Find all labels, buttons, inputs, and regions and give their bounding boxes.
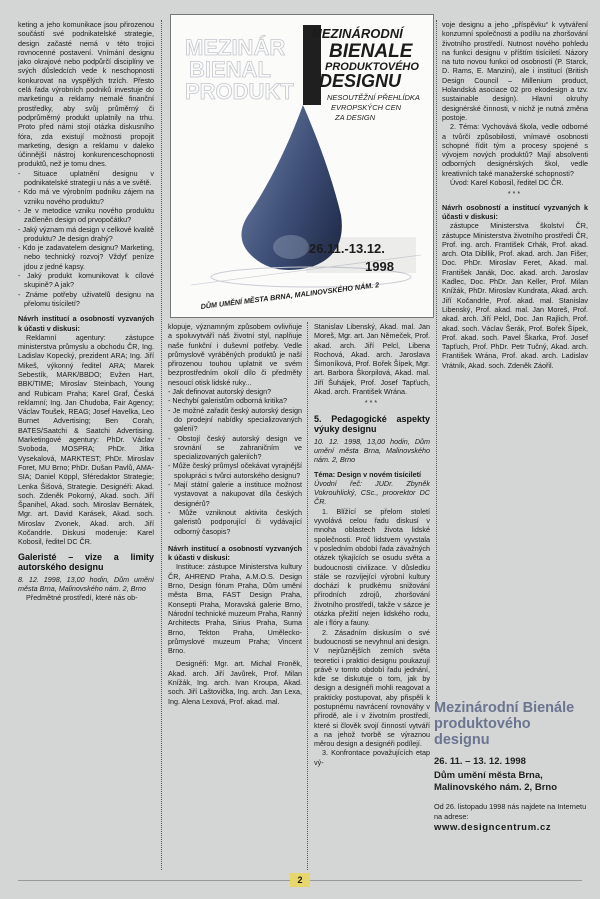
logo-venue: DŮM UMĚNÍ MĚSTA BRNA, MALINOVSKÉHO NÁM. 2 (200, 280, 380, 311)
logo-dates: 26.11.-13.12. (309, 241, 385, 256)
topic: Téma: Design v novém tisíciletí (314, 469, 422, 479)
logo-title-4: DESIGNU (319, 71, 402, 91)
paragraph: 2. Téma: Vychovává škola, vedle odborné a tvůrčí způsobilosti, vnímavé osobnosti schopné řídit tým a procesy spojené s vývojem nových produktů? Mají absolventi odborných designérských škol, vedle kreativních také manažerské schopnosti? (442, 122, 588, 178)
section-heading: Návrh osobností a institucí vyzvaných k účasti v diskusi: (442, 202, 588, 221)
column-divider (307, 322, 308, 870)
event-date: 8. 12. 1998, 13,00 hodin, Dům umění města Brna, Malinovského nám. 2, Brno (18, 574, 154, 593)
event-date: 10. 12. 1998, 13,00 hodin, Dům umění města Brna, Malinovského nám. 2, Brno (314, 436, 430, 465)
paragraph: keting a jeho komunikace jsou přirozenou součástí své podnikatelské strategie, design začasté nemá v této trojici rovnocenné postavení. Vnímání designu jako okrajové nebo podpůrčí disciplíny ve svých důsledcích vede k neschopnosti konkurovat na vyspělých trzích. Přesto celá řada výrobních podniků investuje do marketingu a reklamy nemalé finanční prostředky, aby svůj průměrný či podprůměrný produkt uplatnily na trhu. Proto před námi stojí otázka diskusního fóra, zda existují možnosti propojit marketing, design a reklamu v daleko účinnější nástroj konkurenceschopnosti produktů, než je tomu dnes. (18, 20, 154, 169)
web-address[interactable]: www.designcentrum.cz (434, 822, 552, 833)
section-heading: Návrh institucí a osobností vyzvaných k účasti v diskusi: (18, 314, 154, 333)
logo-year: 1998 (365, 259, 394, 274)
column-divider (436, 20, 437, 702)
paragraph: Úvod: Karel Kobosil, ředitel DC ČR. (450, 178, 564, 188)
list-item: - Obstojí český autorský design ve srovnání se zahraničním ve specializovaných galeriích? (168, 433, 302, 462)
paragraph: Designéři: Mgr. art. Michal Froněk, Akad. arch. Jiří Javůrek, Prof. Milan Knížák, Ing. arch. Ivan Kroupa, Akad. soch. Jiří Laštovička, Ing. arch. Jan Lexa, Ing. Alena Lexová, Prof. akad. mal. (168, 659, 302, 706)
list-item: - Je v metodice vzniku nového produktu začleněn design od prvopočátku? (18, 205, 154, 225)
event-dates: 26. 11. – 13. 12. 1998 (434, 756, 526, 767)
list-item: - Jaký produkt komunikovat k cílové skupině? A jak? (18, 271, 154, 290)
section-title: Galeristé – vize a limity autorského designu (18, 551, 154, 573)
list-item: - Je možné zařadit český autorský design do prodejní nabídky specializovaných galerií? (168, 405, 302, 434)
paragraph: zástupce Ministerstva školství ČR, zástupce Ministerstva životního prostředí ČR, Prof. ing. arch. František Crhák, Prof. akad. arch. Ota Dibllik, Prof. akad. arch. Jan Fišer, Doc. PhDr. Miroslav Feret, Akad. mal. František Janák, Doc. akad. arch. Jaroslav Kadlec, Doc. PhDr. Jan Keller, Prof. Milan Knížák, PhDr. Miroslav Kundrata, Akad. arch. Jiří Kočandrle, Prof. akad. mal. Stanislav Libenský, Prof. akad. mal. Jan Moreš, Prof. akad. arch. Jiří Pelcl, Doc. Jan Rajlich, Prof. akad. soch. Václav Šerák, Prof. Bořek Šípek, Prof. akad. soch. Pavel Škarka, Prof. Josef Tapťuch, Prof. PhDr. Petr Tučný, Akad. arch. František Wrána, Prof. akad. arch. Ladislav Vrátník, Akad. soch. Zdeněk Záořil. (442, 221, 588, 370)
biennale-logo-graphic (171, 15, 433, 317)
paragraph: 2. Zásadním diskusím o své budoucnosti se nevyhnul ani design. V nejrůznějších zemích světa teoretici i praktici designu poukazují právě v tomto období řadu jednání, kde se diskutuje o tom, jak by design a designéři mohli reagovat a prakticky postupovat, aby přispěli k postupnému navrácení rovnováhy v přírodě, ale i v životním prostředí, které si člověk svojí činností vytváří a na jehož tvorbě se výraznou měrou design a designéři podílejí. (314, 627, 430, 749)
event-title: Mezinárodní Bienále produktového designu (434, 700, 575, 748)
paragraph: klopuje, významným způsobem ovlivňuje a spoluvytváří náš životní styl, naplňuje naše funkční i duševní potřeby. Vedle průmyslově vyráběných produktů je naší přirozenou touhou uplatnit ve svém bezprostředním okolí dílo či předměty nesoucí otisk lidské ruky... (168, 322, 302, 387)
section-separator: *** (364, 400, 380, 408)
logo-title-3: PRODUKTOVÉHO (325, 61, 419, 73)
list-item: - Situace uplatnění designu v podnikatelské strategii u nás a ve světě. (18, 168, 154, 188)
logo-title-2: BIENALE (329, 41, 413, 62)
list-item: - Jak definovat autorský design? (168, 387, 272, 397)
list-item: - Může český průmysl očekávat vyrajnější spolupráci s tvůrci autorského designu? (168, 461, 302, 480)
list-item: - Známe potřeby uživatelů designu na přelomu tisíciletí? (18, 289, 154, 308)
column-2 (168, 322, 302, 870)
question-list (168, 387, 302, 536)
logo-subtitle-3: ZA DESIGN (335, 113, 376, 122)
paragraph: voje designu a jeho „příspěvku“ k vytváření konzumní společnosti a podílu na zhoršování životního prostředí. Nutnost nového pohledu na funkci designu v příštím tisíciletí. Názory na tuto novou funkci od osobností (P. Starck, D. Rams, E. Manzini), ale i institucí (British Design Council – Millenium product, Holandská asociace 02 pro ekodesign a tzv. sustainable design). Hlavní okruhy designérské činnosti, v nichž je nutná změna postoje. (442, 20, 588, 122)
intro-speaker: Úvodní řeč: JUDr. Zbyněk Vokrouhlický, CSc., proorektor DC ČR. (314, 478, 430, 507)
web-note: Od 26. listopadu 1998 nás najdete na Internetu na adrese: (434, 802, 587, 821)
column-1 (18, 20, 154, 870)
logo-title-1: MEZINÁRODNÍ (311, 26, 403, 41)
svg-text:MEZINÁR: MEZINÁR (185, 35, 286, 60)
section-separator: *** (507, 191, 523, 199)
paragraph: Instituce: zástupce Ministerstva kultury ČR, AHREND Praha, A.M.O.S. Design Brno, Design fórum Praha, Dům umění města Brna, FAST Design Praha, Konsepti Praha, Moravská galerie Brno, Národní technické muzeum Praha, Ranný Architects Praha, Sirius Praha, Suma Brno, Tekton Praha, Uměleckoprůmyslové muzeum Praha; Vincent Brno. (168, 562, 302, 656)
biennale-logo (170, 14, 434, 318)
event-venue: Dům umění města Brna, Malinovského nám. 2, Brno (434, 770, 557, 793)
paragraph: 1. Blížící se přelom století vyvolává celou řadu diskusí v mnoha oblastech života lidské společnosti. Proč lidstvem vyvstala v posledním období řada závažných otázek týkajících se osudu světa a budoucnosti civilizace. V důsledku stále se rozvíjející výrobní kultury dochází k prudkému snižování přírodních zdrojů, zhoršování životního prostředí, takže v sázce je otázka přežití nejen lidského rodu, ale i flóry a fauny. (314, 506, 430, 628)
event-info-box (434, 700, 589, 833)
svg-text:BIENAL: BIENAL (189, 57, 271, 82)
list-item: - Mají státní galerie a instituce možnost vystavovat a nakupovat díla českých designérů? (168, 480, 302, 508)
list-item: - Může vzniknout aktivita českých galeristů podporující či vydávající odborný časopis? (168, 507, 302, 536)
column-4 (442, 20, 588, 692)
logo-subtitle-2: EVROPSKÝCH CEN (331, 103, 402, 112)
question-list (18, 169, 154, 308)
list-item: - Kdo je zadavatelem designu? Marketing, nebo technický rozvoj? Vždyť peníze jdou z jedné kapsy. (18, 243, 154, 271)
paragraph: Stanislav Libenský, Akad. mal. Jan Moreš, Mgr. art. Jan Němeček, Prof. akad. arch. Jiří Pelcl, Libena Rochová, Akad. arch. Jaroslava Šimoníková, Prof. Bořek Šípek, Mgr. art. Barbora Škorpilová, Akad. mal. Jiří Šuhájek, Prof. Josef Tapťuch, Akad. arch. František Wrána. (314, 322, 430, 397)
list-item: - Jaký význam má design v celkové kvalitě produktu? Je design drahý? (18, 224, 154, 243)
paragraph: 3. Konfrontace považujících etap vý- (314, 748, 430, 767)
section-heading: Návrh institucí a osobností vyzvaných k účasti v diskusi: (168, 543, 302, 563)
section-title: 5. Pedagogické aspekty výuky designu (314, 413, 430, 435)
svg-text:PRODUKT: PRODUKT (185, 79, 294, 104)
paragraph: Reklamní agentury: zástupce ministerstva průmyslu a obchodu ČR, Ing. Ladislav Kopecký, prezident ARA; Ing. Jiří Mikeš, výkonný ředitel ARA; Marek Sebestík, MARK/BBDO; Evžen Hart, BBK/TIME; Miroslav Steinbach, Young and Rubicam Praha; Karel Graf, Česká reklamní; Ing. Jan Chudoba, Fair Agency; Václav Toušek, REAG; Josef Havelka, Leo Burnet Advertising; Ben Corah, BATES/Saatchi & Saatchi Advertising. Marketingové agentury: PhDr. Václav Svoboda, MOSPRA; PhDr. Jitka Vysekalová, MARKTEST; PhDr. Miroslav Foret, MU Brno; PhDr. Dušan Pavlů, AMA-SIA; Daniel Köppl, Sféredaktor Strategie; Lenka Šišová, Strategie. Designéři: Akad. soch. Zdeněk Pokorný, Akad. soch. Jiří Španihel, Akad. soch. Miroslav Bernátek, Mgr. art. David Karásek, Akad. soch. Miroslav Zvonek, Akad. arch. Jiří Kočandrle. Diskusi moderuje: Karel Kobosil, ředitel DC ČR. (18, 332, 154, 547)
list-item: - Kdo má ve výrobním podniku zájem na vzniku nového produktu? (18, 187, 154, 206)
page-number: 2 (290, 873, 310, 887)
list-item: - Nechybí galeristům odborná kritika? (168, 396, 288, 406)
column-divider (161, 20, 162, 870)
logo-subtitle-1: NESOUTĚŽNÍ PŘEHLÍDKA (327, 93, 420, 102)
paragraph: Předmětné prostředí, které nás ob- (26, 593, 138, 603)
column-3 (314, 322, 430, 870)
